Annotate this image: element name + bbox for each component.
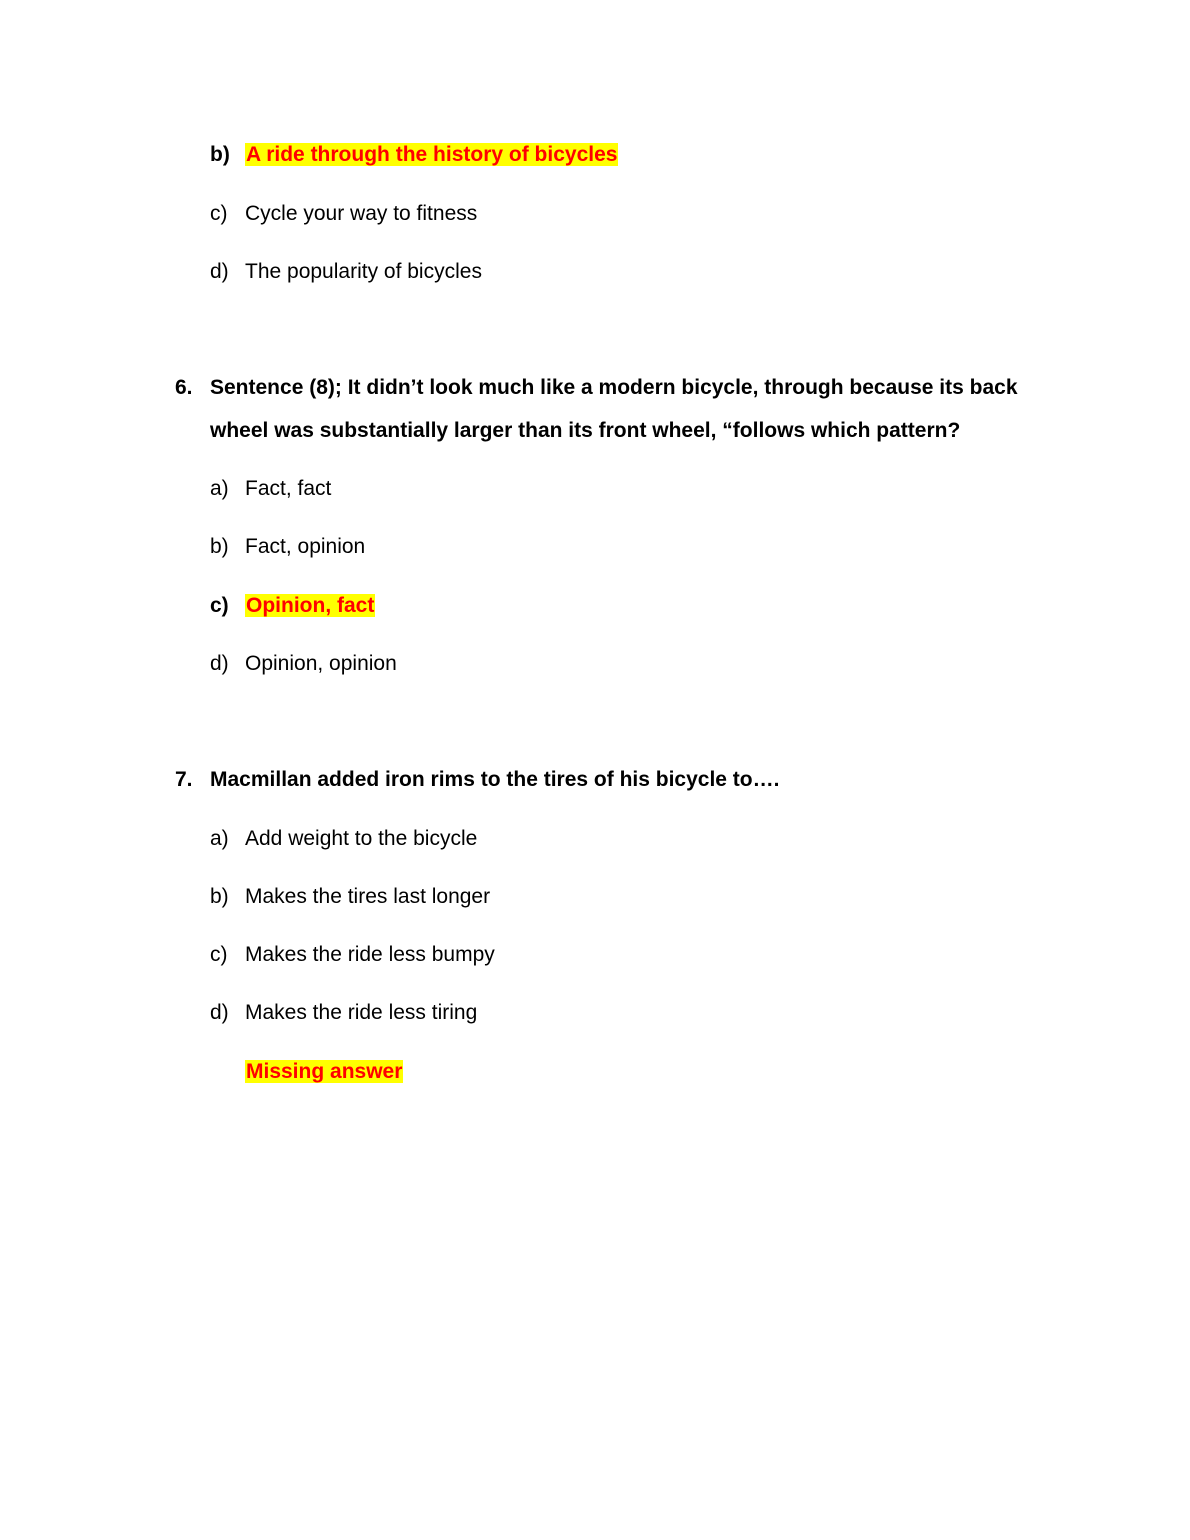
option-label: c) bbox=[210, 202, 228, 225]
option-text: Makes the tires last longer bbox=[245, 885, 491, 908]
question-text: Macmillan added iron rims to the tires of his bicycle to…. bbox=[210, 768, 780, 791]
option-text: Fact, fact bbox=[245, 477, 332, 500]
option-label: d) bbox=[210, 1001, 229, 1024]
option-label: b) bbox=[210, 143, 230, 166]
option-text: Makes the ride less bumpy bbox=[245, 943, 495, 966]
option-label: d) bbox=[210, 260, 229, 283]
option-label: c) bbox=[210, 594, 229, 617]
option-text: Add weight to the bicycle bbox=[245, 827, 478, 850]
option-label: d) bbox=[210, 652, 229, 675]
question-number: 7. bbox=[175, 768, 193, 791]
option-text: Makes the ride less tiring bbox=[245, 1001, 478, 1024]
answer-highlight: A ride through the history of bicycles bbox=[246, 143, 618, 166]
option-text: Opinion, opinion bbox=[245, 652, 397, 675]
option-text: Cycle your way to fitness bbox=[245, 202, 478, 225]
question-number: 6. bbox=[175, 376, 193, 399]
question-text-line-1: Sentence (8); It didn’t look much like a modern bicycle, through because its back bbox=[210, 376, 1018, 399]
missing-answer-note: Missing answer bbox=[246, 1060, 403, 1083]
option-text: The popularity of bicycles bbox=[245, 260, 482, 283]
option-label: c) bbox=[210, 943, 228, 966]
option-label: a) bbox=[210, 477, 229, 500]
answer-highlight: Opinion, fact bbox=[246, 594, 375, 617]
option-label: a) bbox=[210, 827, 229, 850]
option-text: Fact, opinion bbox=[245, 535, 366, 558]
question-text-line-2: wheel was substantially larger than its front wheel, “follows which pattern? bbox=[210, 419, 961, 442]
option-label: b) bbox=[210, 885, 229, 908]
option-label: b) bbox=[210, 535, 229, 558]
